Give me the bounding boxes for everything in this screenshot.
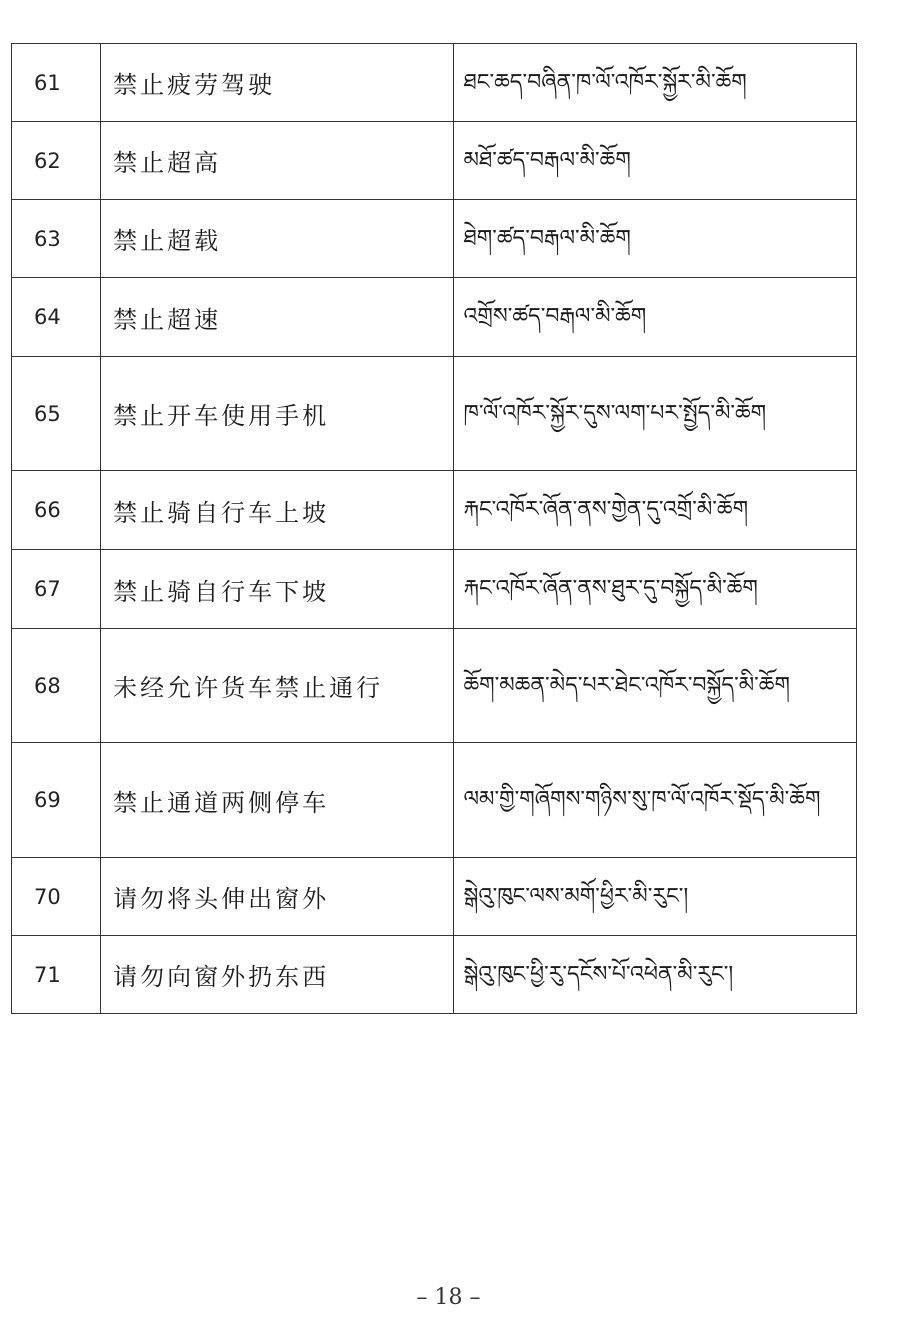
translation-table [11, 43, 857, 1014]
row-number: 62 [12, 122, 101, 200]
tibetan-text: ཁ་ལོ་འཁོར་སྐྱོར་དུས་ལག་པར་སྤྱོད་མི་ཆོག [453, 357, 857, 471]
row-number: 69 [12, 743, 101, 858]
table-row [12, 858, 857, 936]
chinese-text: 请勿向窗外扔东西 [101, 936, 453, 1014]
table-row [12, 629, 857, 743]
row-number: 68 [12, 629, 101, 743]
tibetan-text: སྒེའུ་ཁུང་ལས་མགོ་ཕྱིར་མི་རུང་། [453, 858, 857, 936]
row-number: 67 [12, 550, 101, 629]
chinese-text: 禁止疲劳驾驶 [101, 44, 453, 122]
chinese-text: 禁止开车使用手机 [101, 357, 453, 471]
chinese-text: 未经允许货车禁止通行 [101, 629, 453, 743]
chinese-text: 禁止超速 [101, 278, 453, 357]
table-row [12, 743, 857, 858]
tibetan-text: རྐང་འཁོར་ཞོན་ནས་ཐུར་དུ་བསྐྱོད་མི་ཆོག [453, 550, 857, 629]
table-row [12, 278, 857, 357]
chinese-text: 禁止骑自行车上坡 [101, 471, 453, 550]
table-row [12, 200, 857, 278]
table-row [12, 122, 857, 200]
row-number: 61 [12, 44, 101, 122]
chinese-text: 禁止通道两侧停车 [101, 743, 453, 858]
row-number: 66 [12, 471, 101, 550]
tibetan-text: རྐང་འཁོར་ཞོན་ནས་གྱེན་དུ་འགྲོ་མི་ཆོག [453, 471, 857, 550]
table-row [12, 44, 857, 122]
tibetan-text: ཆོག་མཆན་མེད་པར་ཐེང་འཁོར་བསྐྱོད་མི་ཆོག [453, 629, 857, 743]
table-row [12, 471, 857, 550]
table-row [12, 936, 857, 1014]
row-number: 64 [12, 278, 101, 357]
tibetan-text: ལམ་གྱི་གཞོགས་གཉིས་སུ་ཁ་ལོ་འཁོར་སྡོད་མི་ཆོག [453, 743, 857, 858]
tibetan-text: མཐོ་ཚད་བརྒལ་མི་ཆོག [453, 122, 857, 200]
row-number: 65 [12, 357, 101, 471]
chinese-text: 禁止超载 [101, 200, 453, 278]
row-number: 63 [12, 200, 101, 278]
tibetan-text: འགྲོས་ཚད་བརྒལ་མི་ཆོག [453, 278, 857, 357]
tibetan-text: ཐེག་ཚད་བརྒལ་མི་ཆོག [453, 200, 857, 278]
row-number: 71 [12, 936, 101, 1014]
tibetan-text: སྒེའུ་ཁུང་ཕྱི་རུ་དངོས་པོ་འཕེན་མི་རུང་། [453, 936, 857, 1014]
chinese-text: 禁止骑自行车下坡 [101, 550, 453, 629]
page-number: – 18 – [416, 1285, 481, 1310]
tibetan-text: ཐང་ཆད་བཞིན་ཁ་ལོ་འཁོར་སྐྱོར་མི་ཆོག [453, 44, 857, 122]
row-number: 70 [12, 858, 101, 936]
table-row [12, 357, 857, 471]
table-row [12, 550, 857, 629]
chinese-text: 请勿将头伸出窗外 [101, 858, 453, 936]
chinese-text: 禁止超高 [101, 122, 453, 200]
table-body [12, 44, 857, 1014]
